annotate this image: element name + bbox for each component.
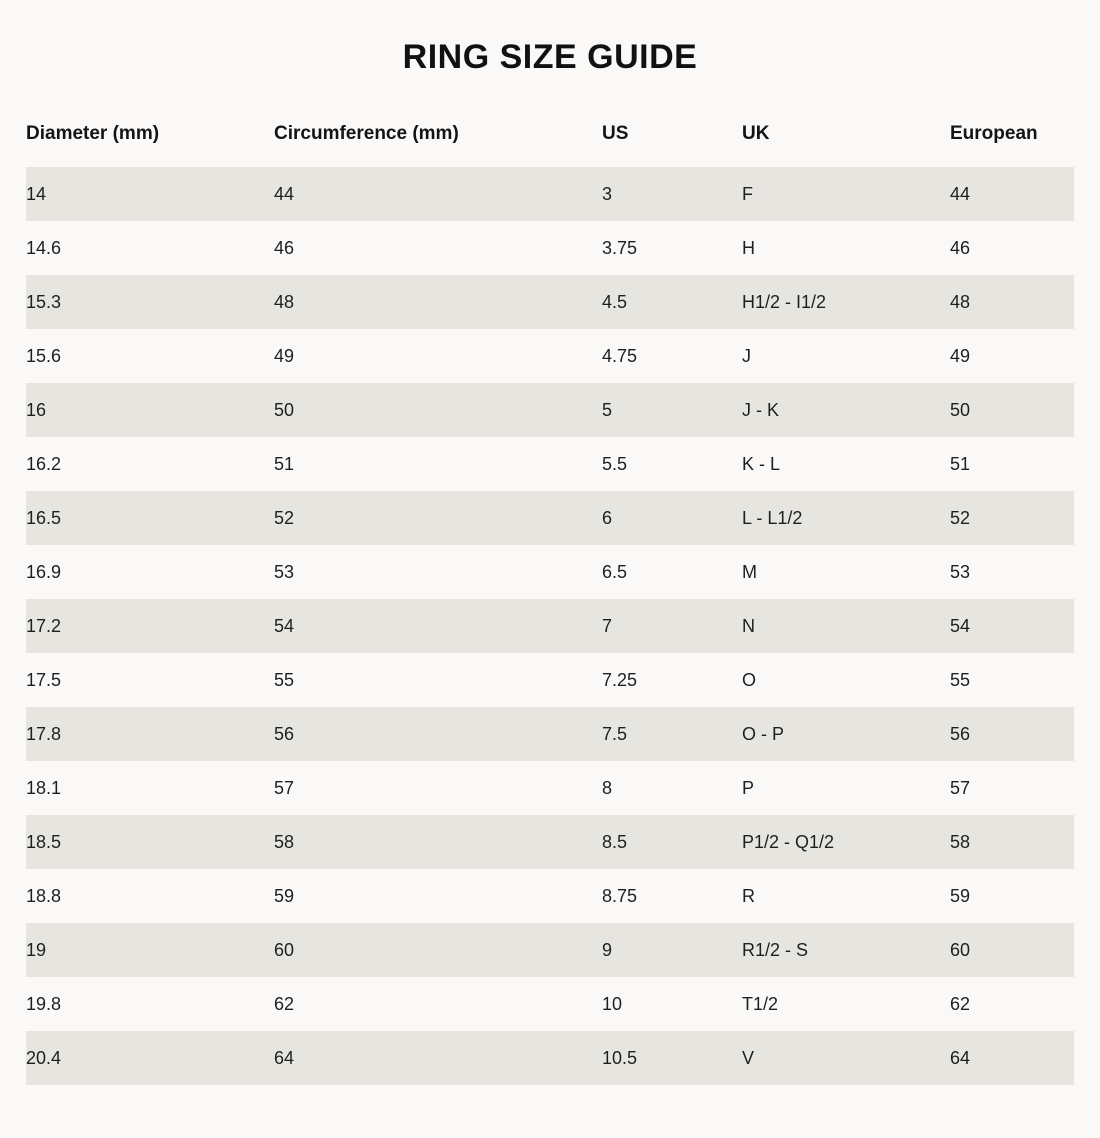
table-cell: 46 xyxy=(274,237,295,258)
table-row xyxy=(26,221,1074,275)
table-cell: 56 xyxy=(274,723,295,744)
table-cell: 20.4 xyxy=(26,1047,62,1068)
table-cell: 48 xyxy=(274,291,295,312)
table-cell: P1/2 - Q1/2 xyxy=(742,831,835,852)
column-header-circumference: Circumference (mm) xyxy=(274,123,459,144)
column-header-diameter: Diameter (mm) xyxy=(26,123,160,144)
table-cell: 14 xyxy=(26,183,47,204)
table-cell: 17.8 xyxy=(26,723,62,744)
table-row xyxy=(26,869,1074,923)
table-cell: 6 xyxy=(602,507,613,528)
table-cell: 16.5 xyxy=(26,507,62,528)
column-header-us: US xyxy=(602,123,629,144)
table-cell: F xyxy=(742,183,753,204)
table-cell: O - P xyxy=(742,723,785,744)
table-cell: 59 xyxy=(950,885,971,906)
table-cell: H xyxy=(742,237,755,258)
table-cell: 18.8 xyxy=(26,885,62,906)
table-cell: 48 xyxy=(950,291,971,312)
table-cell: 15.3 xyxy=(26,291,62,312)
table-cell: J - K xyxy=(742,399,780,420)
table-cell: V xyxy=(742,1047,755,1068)
column-header-uk: UK xyxy=(742,123,770,144)
table-cell: 7.25 xyxy=(602,669,638,690)
table-cell: 17.5 xyxy=(26,669,62,690)
table-cell: 53 xyxy=(274,561,295,582)
table-cell: 57 xyxy=(950,777,971,798)
table-cell: 10 xyxy=(602,993,623,1014)
table-cell: 54 xyxy=(274,615,295,636)
table-cell: 50 xyxy=(950,399,971,420)
table-row xyxy=(26,1031,1074,1085)
table-cell: 56 xyxy=(950,723,971,744)
table-row xyxy=(26,545,1074,599)
table-cell: 55 xyxy=(274,669,295,690)
table-row xyxy=(26,491,1074,545)
table-row xyxy=(26,167,1074,221)
table-cell: 62 xyxy=(950,993,971,1014)
table-cell: 58 xyxy=(950,831,971,852)
table-cell: 3.75 xyxy=(602,237,638,258)
table-row xyxy=(26,275,1074,329)
table-row xyxy=(26,707,1074,761)
table-row xyxy=(26,383,1074,437)
table-cell: 5 xyxy=(602,399,613,420)
table-cell: J xyxy=(742,345,751,366)
table-cell: 8.5 xyxy=(602,831,628,852)
table-cell: 4.75 xyxy=(602,345,638,366)
table-cell: 49 xyxy=(950,345,971,366)
table-cell: 19.8 xyxy=(26,993,62,1014)
table-cell: 16.9 xyxy=(26,561,62,582)
table-cell: 55 xyxy=(950,669,971,690)
table-cell: 51 xyxy=(950,453,971,474)
column-header-european: European xyxy=(950,123,1038,144)
table-cell: 62 xyxy=(274,993,295,1014)
table-cell: M xyxy=(742,561,757,582)
size-table-container xyxy=(0,123,1100,1085)
table-cell: 9 xyxy=(602,939,613,960)
table-cell: 64 xyxy=(274,1047,295,1068)
table-row xyxy=(26,977,1074,1031)
table-cell: 8.75 xyxy=(602,885,638,906)
table-cell: 44 xyxy=(950,183,971,204)
table-cell: 19 xyxy=(26,939,47,960)
table-cell: 52 xyxy=(274,507,295,528)
table-cell: 18.5 xyxy=(26,831,62,852)
table-row xyxy=(26,653,1074,707)
table-cell: 60 xyxy=(950,939,971,960)
table-cell: 50 xyxy=(274,399,295,420)
table-cell: 44 xyxy=(274,183,295,204)
table-row xyxy=(26,923,1074,977)
table-cell: 53 xyxy=(950,561,971,582)
table-cell: 8 xyxy=(602,777,613,798)
table-cell: 4.5 xyxy=(602,291,628,312)
table-cell: O xyxy=(742,669,757,690)
table-cell: 17.2 xyxy=(26,615,62,636)
table-cell: R xyxy=(742,885,755,906)
table-cell: 18.1 xyxy=(26,777,62,798)
table-cell: 7.5 xyxy=(602,723,628,744)
ring-size-guide-page xyxy=(0,38,1100,1138)
table-cell: 16.2 xyxy=(26,453,62,474)
table-cell: 7 xyxy=(602,615,613,636)
table-cell: 10.5 xyxy=(602,1047,638,1068)
table-row xyxy=(26,329,1074,383)
table-cell: 14.6 xyxy=(26,237,62,258)
table-cell: R1/2 - S xyxy=(742,939,809,960)
table-cell: 60 xyxy=(274,939,295,960)
table-row xyxy=(26,437,1074,491)
ring-size-table xyxy=(26,123,1074,1085)
table-cell: 5.5 xyxy=(602,453,628,474)
table-row xyxy=(26,815,1074,869)
table-cell: L - L1/2 xyxy=(742,507,803,528)
table-cell: 59 xyxy=(274,885,295,906)
table-cell: 6.5 xyxy=(602,561,628,582)
table-cell: N xyxy=(742,615,755,636)
table-cell: K - L xyxy=(742,453,781,474)
table-cell: 58 xyxy=(274,831,295,852)
table-cell: H1/2 - I1/2 xyxy=(742,291,827,312)
table-cell: 46 xyxy=(950,237,971,258)
table-cell: 49 xyxy=(274,345,295,366)
table-cell: 16 xyxy=(26,399,47,420)
table-cell: 57 xyxy=(274,777,295,798)
table-header xyxy=(26,123,1074,167)
table-header-row xyxy=(26,123,1074,167)
page-title: RING SIZE GUIDE xyxy=(402,38,698,76)
table-cell: 54 xyxy=(950,615,971,636)
table-cell: 3 xyxy=(602,183,613,204)
table-cell: T1/2 xyxy=(742,993,779,1014)
table-cell: 15.6 xyxy=(26,345,62,366)
table-row xyxy=(26,761,1074,815)
table-row xyxy=(26,599,1074,653)
table-cell: 64 xyxy=(950,1047,971,1068)
table-body xyxy=(26,167,1074,1085)
table-cell: 52 xyxy=(950,507,971,528)
table-cell: P xyxy=(742,777,755,798)
table-cell: 51 xyxy=(274,453,295,474)
